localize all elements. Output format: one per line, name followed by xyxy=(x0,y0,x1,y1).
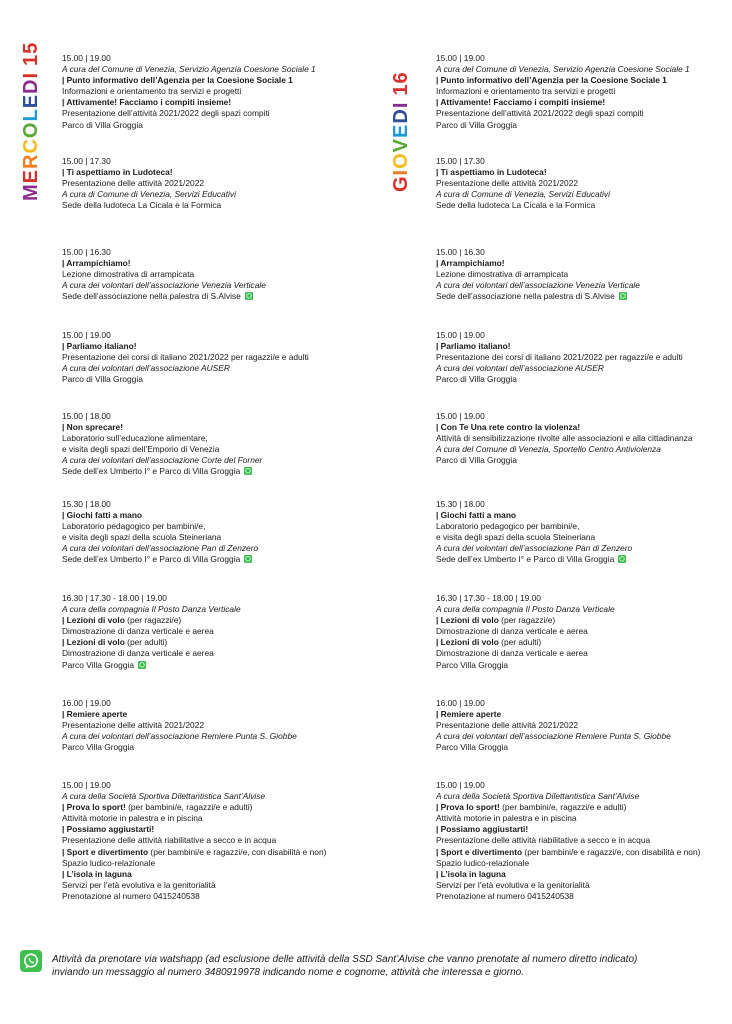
booking-note-line: inviando un messaggio al numero 3480919978 indicando nome e cognome, attività che interessa e giorno. xyxy=(52,966,524,978)
event-description xyxy=(436,891,732,902)
event-line-text: Attività motorie in palestra e in piscina xyxy=(436,813,577,824)
event-block xyxy=(436,330,732,385)
event-line-text: 16.30 | 17.30 - 18.00 | 19.00 xyxy=(62,593,167,603)
event-time xyxy=(62,53,382,64)
event-description xyxy=(436,858,732,869)
event-description xyxy=(62,86,382,97)
event-title xyxy=(62,167,382,178)
event-line-text: A cura dei volontari dell’associazione Remiere Punta S. Giobbe xyxy=(436,731,671,742)
event-line-text: Dimostrazione di danza verticale e aerea xyxy=(62,626,214,637)
event-line-text: 15.00 | 19.00 xyxy=(62,53,111,63)
event-organizer xyxy=(62,189,382,200)
event-line-text: A cura di Comune di Venezia, Servizi Educativi xyxy=(62,189,236,200)
event-line-text: Presentazione delle attività 2021/2022 xyxy=(436,720,579,731)
event-description xyxy=(62,648,382,659)
event-line-text: Parco Villa Groggia xyxy=(62,742,135,753)
event-title-note: (per bambini/e e ragazzi/e, con disabilità e non) xyxy=(522,846,701,857)
event-line-text: A cura di Comune di Venezia, Servizi Educativi xyxy=(436,189,610,200)
event-title-note: (per adulti) xyxy=(498,637,542,648)
event-title xyxy=(62,637,382,648)
event-time xyxy=(62,698,382,709)
event-title xyxy=(436,75,732,86)
event-location xyxy=(62,466,382,477)
event-organizer xyxy=(436,731,732,742)
event-line-text: 15.30 | 18.00 xyxy=(62,499,111,509)
event-line-text: Laboratorio pedagogico per bambini/e, xyxy=(62,521,206,532)
event-title-note: (per ragazzi/e) xyxy=(124,615,182,626)
event-organizer xyxy=(62,64,382,75)
event-line-text: 15.00 | 19.00 xyxy=(436,780,485,790)
event-time xyxy=(62,156,382,167)
event-organizer xyxy=(62,363,382,374)
event-line-text: | Remiere aperte xyxy=(436,709,502,720)
event-line-text: | Arrampichiamo! xyxy=(62,258,131,269)
event-block xyxy=(62,593,382,671)
event-line-text: Servizi per l’età evolutiva e la genitorialità xyxy=(436,879,590,890)
event-description xyxy=(62,532,382,543)
event-title xyxy=(436,422,732,433)
event-line-text: Parco Villa Groggia xyxy=(436,659,509,670)
day-label-thursday xyxy=(390,71,413,192)
whatsapp-icon xyxy=(138,661,146,669)
event-line-text: A cura della Società Sportiva Dilettantistica Sant’Alvise xyxy=(62,791,266,802)
event-organizer xyxy=(62,604,382,615)
event-line-text: A cura dei volontari dell’associazione AUSER xyxy=(62,363,230,374)
event-time xyxy=(436,247,732,258)
event-description xyxy=(62,178,382,189)
event-description xyxy=(436,433,732,444)
event-description xyxy=(62,108,382,119)
event-line-text: Presentazione delle attività 2021/2022 xyxy=(62,178,205,189)
event-title xyxy=(62,824,382,835)
event-title-bold: | Prova lo sport! xyxy=(436,802,500,813)
event-block xyxy=(436,780,732,902)
event-line-text: e visita degli spazi della scuola Steineriana xyxy=(436,532,596,543)
event-description xyxy=(62,835,382,846)
event-title xyxy=(62,341,382,352)
event-line-text: 16.00 | 19.00 xyxy=(436,698,485,708)
event-line-text: | Parliamo italiano! xyxy=(62,341,137,352)
event-location xyxy=(436,374,732,385)
whatsapp-icon xyxy=(245,292,253,300)
event-line-text: Prenotazione al numero 0415240538 xyxy=(436,890,574,901)
event-line-text: Presentazione dei corsi di italiano 2021/2022 per ragazzi/e e adulti xyxy=(436,352,683,363)
event-line-text: 15.30 | 18.00 xyxy=(436,499,485,509)
event-title xyxy=(62,75,382,86)
event-line-text: 15.00 | 18.00 xyxy=(62,411,111,421)
event-line-text: Parco di Villa Groggia xyxy=(62,119,143,130)
day-name: MERCOLEDI xyxy=(20,71,42,201)
event-title xyxy=(62,422,382,433)
event-time xyxy=(62,247,382,258)
event-line-text: 15.00 | 19.00 xyxy=(62,330,111,340)
event-line-text: | Punto informativo dell’Agenzia per la Coesione Sociale 1 xyxy=(62,75,293,86)
event-time xyxy=(436,330,732,341)
event-description xyxy=(436,269,732,280)
event-line-text: Laboratorio sull’educazione alimentare, xyxy=(62,433,208,444)
event-location xyxy=(436,554,732,565)
event-line-text: | Non sprecare! xyxy=(62,422,123,433)
event-line-text: 15.00 | 19.00 xyxy=(436,53,485,63)
event-block xyxy=(62,53,382,131)
event-title xyxy=(436,637,732,648)
event-title xyxy=(62,510,382,521)
event-description xyxy=(62,433,382,444)
event-title xyxy=(436,709,732,720)
event-time xyxy=(436,698,732,709)
event-organizer xyxy=(436,189,732,200)
event-line-text: e visita degli spazi della scuola Steineriana xyxy=(62,532,222,543)
event-block xyxy=(436,53,732,131)
event-description xyxy=(62,444,382,455)
event-line-text: Parco di Villa Groggia xyxy=(436,119,517,130)
event-location xyxy=(436,742,732,753)
event-location xyxy=(62,742,382,753)
event-location xyxy=(436,660,732,671)
event-title-bold: | Sport e divertimento xyxy=(62,846,149,857)
event-line-text: | Punto informativo dell’Agenzia per la Coesione Sociale 1 xyxy=(436,75,667,86)
event-title xyxy=(436,167,732,178)
event-line-text: A cura dei volontari dell’associazione Pan di Zenzero xyxy=(436,543,633,554)
event-line-text: Dimostrazione di danza verticale e aerea xyxy=(62,648,214,659)
event-line-text: | Remiere aperte xyxy=(62,709,128,720)
event-line-text: A cura della compagnia Il Posto Danza Verticale xyxy=(436,604,615,615)
event-location xyxy=(62,554,382,565)
event-line-text: Parco di Villa Groggia xyxy=(436,455,517,466)
event-line-text: Prenotazione al numero 0415240538 xyxy=(62,890,200,901)
booking-note-text xyxy=(52,954,732,979)
event-block xyxy=(62,247,382,302)
event-line-text: Informazioni e orientamento tra servizi e progetti xyxy=(436,86,616,97)
event-block xyxy=(436,156,732,211)
event-block xyxy=(436,593,732,671)
event-title xyxy=(62,847,382,858)
event-line-text: 15.00 | 19.00 xyxy=(62,780,111,790)
event-line-text: | Giochi fatti a mano xyxy=(436,510,517,521)
event-line-text: Presentazione delle attività riabilitative a secco e in acqua xyxy=(436,835,651,846)
event-line-text: Spazio ludico-relazionale xyxy=(62,857,156,868)
event-line-text: Sede dell’ex Umberto I° e Parco di Villa Groggia xyxy=(436,554,615,565)
event-line-text: | Ti aspettiamo in Ludoteca! xyxy=(436,167,547,178)
event-organizer xyxy=(62,791,382,802)
event-line-text: A cura del Comune di Venezia, Sportello Centro Antiviolenza xyxy=(436,444,661,455)
event-title xyxy=(62,802,382,813)
event-line-text: Parco Villa Groggia xyxy=(436,742,509,753)
event-line-text: | Attivamente! Facciamo i compiti insieme! xyxy=(436,97,606,108)
event-line-text: Sede dell’associazione nella palestra di S.Alvise xyxy=(436,291,615,302)
event-line-text: 16.00 | 19.00 xyxy=(62,698,111,708)
event-line-text: | Con Te Una rete contro la violenza! xyxy=(436,422,581,433)
event-description xyxy=(62,626,382,637)
event-location xyxy=(436,120,732,131)
event-line-text: | Possiamo aggiustarti! xyxy=(436,824,529,835)
event-line-text: A cura dei volontari dell’associazione Venezia Verticale xyxy=(436,280,640,291)
event-line-text: 15.00 | 16.30 xyxy=(436,247,485,257)
event-title xyxy=(436,869,732,880)
event-block xyxy=(436,698,732,753)
event-description xyxy=(436,835,732,846)
event-title xyxy=(62,615,382,626)
event-time xyxy=(436,53,732,64)
event-block xyxy=(62,330,382,385)
whatsapp-icon xyxy=(20,950,42,972)
event-line-text: Sede della ludoteca La Cicala e la Formica xyxy=(436,200,596,211)
event-time xyxy=(436,593,732,604)
event-title xyxy=(436,510,732,521)
event-line-text: A cura dei volontari dell’associazione Venezia Verticale xyxy=(62,280,266,291)
event-line-text: 15.00 | 19.00 xyxy=(436,330,485,340)
event-title-bold: | Lezioni di volo xyxy=(436,615,499,626)
event-line-text: 15.00 | 17.30 xyxy=(62,156,111,166)
event-organizer xyxy=(436,791,732,802)
event-line-text: A cura dei volontari dell’associazione AUSER xyxy=(436,363,604,374)
event-location xyxy=(436,455,732,466)
day-number: 16 xyxy=(390,71,412,96)
event-location xyxy=(436,200,732,211)
event-line-text: | Arrampichiamo! xyxy=(436,258,505,269)
event-block xyxy=(62,780,382,902)
event-line-text: Lezione dimostrativa di arrampicata xyxy=(62,269,195,280)
event-organizer xyxy=(436,543,732,554)
whatsapp-icon xyxy=(618,555,626,563)
event-location xyxy=(62,291,382,302)
event-description xyxy=(62,521,382,532)
event-description xyxy=(436,720,732,731)
event-title-note: (per ragazzi/e) xyxy=(498,615,556,626)
event-description xyxy=(436,86,732,97)
event-title-bold: | Lezioni di volo xyxy=(436,637,499,648)
event-title xyxy=(436,615,732,626)
event-line-text: Sede dell’ex Umberto I° e Parco di Villa Groggia xyxy=(62,466,241,477)
event-block xyxy=(62,411,382,478)
event-description xyxy=(436,532,732,543)
event-location xyxy=(62,120,382,131)
event-location xyxy=(62,374,382,385)
event-title-note: (per bambini/e e ragazzi/e, con disabilità e non) xyxy=(148,846,327,857)
event-title xyxy=(436,341,732,352)
event-line-text: Presentazione delle attività 2021/2022 xyxy=(436,178,579,189)
event-organizer xyxy=(62,455,382,466)
event-title-note: (per bambini/e, ragazzi/e e adulti) xyxy=(125,802,253,813)
event-block xyxy=(436,411,732,466)
event-line-text: | L’isola in laguna xyxy=(436,868,506,879)
event-title-bold: | Lezioni di volo xyxy=(62,615,125,626)
event-line-text: | Giochi fatti a mano xyxy=(62,510,143,521)
event-organizer xyxy=(436,444,732,455)
event-location xyxy=(436,291,732,302)
day-label-wednesday xyxy=(20,42,43,201)
event-line-text: Attività motorie in palestra e in piscina xyxy=(62,813,203,824)
event-description xyxy=(436,108,732,119)
event-title-bold: | Lezioni di volo xyxy=(62,637,125,648)
event-description xyxy=(62,880,382,891)
event-line-text: A cura dei volontari dell’associazione Corte del Forner xyxy=(62,455,263,466)
event-line-text: 15.00 | 16.30 xyxy=(62,247,111,257)
event-title xyxy=(436,802,732,813)
event-line-text: Dimostrazione di danza verticale e aerea xyxy=(436,626,588,637)
event-line-text: A cura del Comune di Venezia, Servizio Agenzia Coesione Sociale 1 xyxy=(62,64,316,75)
event-title-bold: | Prova lo sport! xyxy=(62,802,126,813)
event-line-text: | Attivamente! Facciamo i compiti insieme! xyxy=(62,97,232,108)
event-time xyxy=(436,156,732,167)
event-time xyxy=(62,780,382,791)
day-name: GIOVEDI xyxy=(390,101,412,192)
event-line-text: Lezione dimostrativa di arrampicata xyxy=(436,269,569,280)
event-time xyxy=(436,499,732,510)
event-description xyxy=(436,178,732,189)
event-organizer xyxy=(62,543,382,554)
event-line-text: Presentazione dell’attività 2021/2022 degli spazi compiti xyxy=(436,108,644,119)
booking-note-line: Attività da prenotare via watshapp (ad esclusione delle attività della SSD Sant’Alvise che vanno prenotate al numero diretto indicato) xyxy=(52,954,638,965)
whatsapp-icon xyxy=(619,292,627,300)
event-description xyxy=(436,880,732,891)
event-title xyxy=(62,869,382,880)
event-line-text: 15.00 | 19.00 xyxy=(436,411,485,421)
event-title xyxy=(436,847,732,858)
event-title-note: (per bambini/e, ragazzi/e e adulti) xyxy=(499,802,627,813)
event-description xyxy=(62,269,382,280)
event-organizer xyxy=(436,363,732,374)
event-line-text: A cura dei volontari dell’associazione Pan di Zenzero xyxy=(62,543,259,554)
event-title-bold: | Sport e divertimento xyxy=(436,846,523,857)
whatsapp-icon xyxy=(244,555,252,563)
event-line-text: | L’isola in laguna xyxy=(62,868,132,879)
event-line-text: Presentazione dei corsi di italiano 2021/2022 per ragazzi/e e adulti xyxy=(62,352,309,363)
event-description xyxy=(436,521,732,532)
event-title-note: (per adulti) xyxy=(124,637,168,648)
event-line-text: Parco Villa Groggia xyxy=(62,659,135,670)
event-line-text: A cura dei volontari dell’associazione Remiere Punta S. Giobbe xyxy=(62,731,297,742)
event-organizer xyxy=(62,731,382,742)
event-line-text: | Ti aspettiamo in Ludoteca! xyxy=(62,167,173,178)
event-block xyxy=(436,247,732,302)
event-description xyxy=(436,648,732,659)
event-title xyxy=(62,709,382,720)
event-block xyxy=(436,499,732,566)
event-line-text: Parco di Villa Groggia xyxy=(436,374,517,385)
event-line-text: e visita degli spazi dell’Emporio di Venezia xyxy=(62,444,220,455)
event-line-text: A cura della Società Sportiva Dilettantistica Sant’Alvise xyxy=(436,791,640,802)
event-line-text: Attività di sensibilizzazione rivolte alle associazioni e alla cittadinanza xyxy=(436,433,693,444)
event-line-text: Sede dell’associazione nella palestra di S.Alvise xyxy=(62,291,241,302)
event-organizer xyxy=(62,280,382,291)
event-line-text: Sede dell’ex Umberto I° e Parco di Villa Groggia xyxy=(62,554,241,565)
event-line-text: Sede della ludoteca La Cicala e la Formica xyxy=(62,200,222,211)
event-line-text: Presentazione dell’attività 2021/2022 degli spazi compiti xyxy=(62,108,270,119)
event-title xyxy=(436,258,732,269)
event-title xyxy=(62,97,382,108)
event-line-text: | Possiamo aggiustarti! xyxy=(62,824,155,835)
event-line-text: A cura del Comune di Venezia, Servizio Agenzia Coesione Sociale 1 xyxy=(436,64,690,75)
event-block xyxy=(62,698,382,753)
event-time xyxy=(62,330,382,341)
event-location xyxy=(62,660,382,671)
event-line-text: | Parliamo italiano! xyxy=(436,341,511,352)
event-line-text: Presentazione delle attività riabilitative a secco e in acqua xyxy=(62,835,277,846)
event-description xyxy=(62,720,382,731)
event-description xyxy=(62,858,382,869)
event-block xyxy=(62,499,382,566)
event-line-text: Laboratorio pedagogico per bambini/e, xyxy=(436,521,580,532)
event-time xyxy=(62,411,382,422)
event-line-text: Presentazione delle attività 2021/2022 xyxy=(62,720,205,731)
event-time xyxy=(62,593,382,604)
event-title xyxy=(62,258,382,269)
event-time xyxy=(436,780,732,791)
whatsapp-icon xyxy=(244,467,252,475)
event-line-text: Servizi per l’età evolutiva e la genitorialità xyxy=(62,879,216,890)
event-description xyxy=(436,626,732,637)
event-description xyxy=(436,813,732,824)
event-line-text: 16.30 | 17.30 - 18.00 | 19.00 xyxy=(436,593,541,603)
event-organizer xyxy=(436,64,732,75)
event-line-text: Spazio ludico-relazionale xyxy=(436,857,530,868)
event-line-text: Parco di Villa Groggia xyxy=(62,374,143,385)
event-description xyxy=(62,352,382,363)
event-line-text: A cura della compagnia Il Posto Danza Verticale xyxy=(62,604,241,615)
day-number: 15 xyxy=(20,41,42,66)
event-location xyxy=(62,200,382,211)
event-line-text: Informazioni e orientamento tra servizi e progetti xyxy=(62,86,242,97)
event-time xyxy=(62,499,382,510)
event-block xyxy=(62,156,382,211)
event-line-text: 15.00 | 17.30 xyxy=(436,156,485,166)
event-title xyxy=(436,97,732,108)
event-organizer xyxy=(436,604,732,615)
event-description xyxy=(62,891,382,902)
event-description xyxy=(62,813,382,824)
event-title xyxy=(436,824,732,835)
event-time xyxy=(436,411,732,422)
event-line-text: Dimostrazione di danza verticale e aerea xyxy=(436,648,588,659)
event-organizer xyxy=(436,280,732,291)
event-description xyxy=(436,352,732,363)
